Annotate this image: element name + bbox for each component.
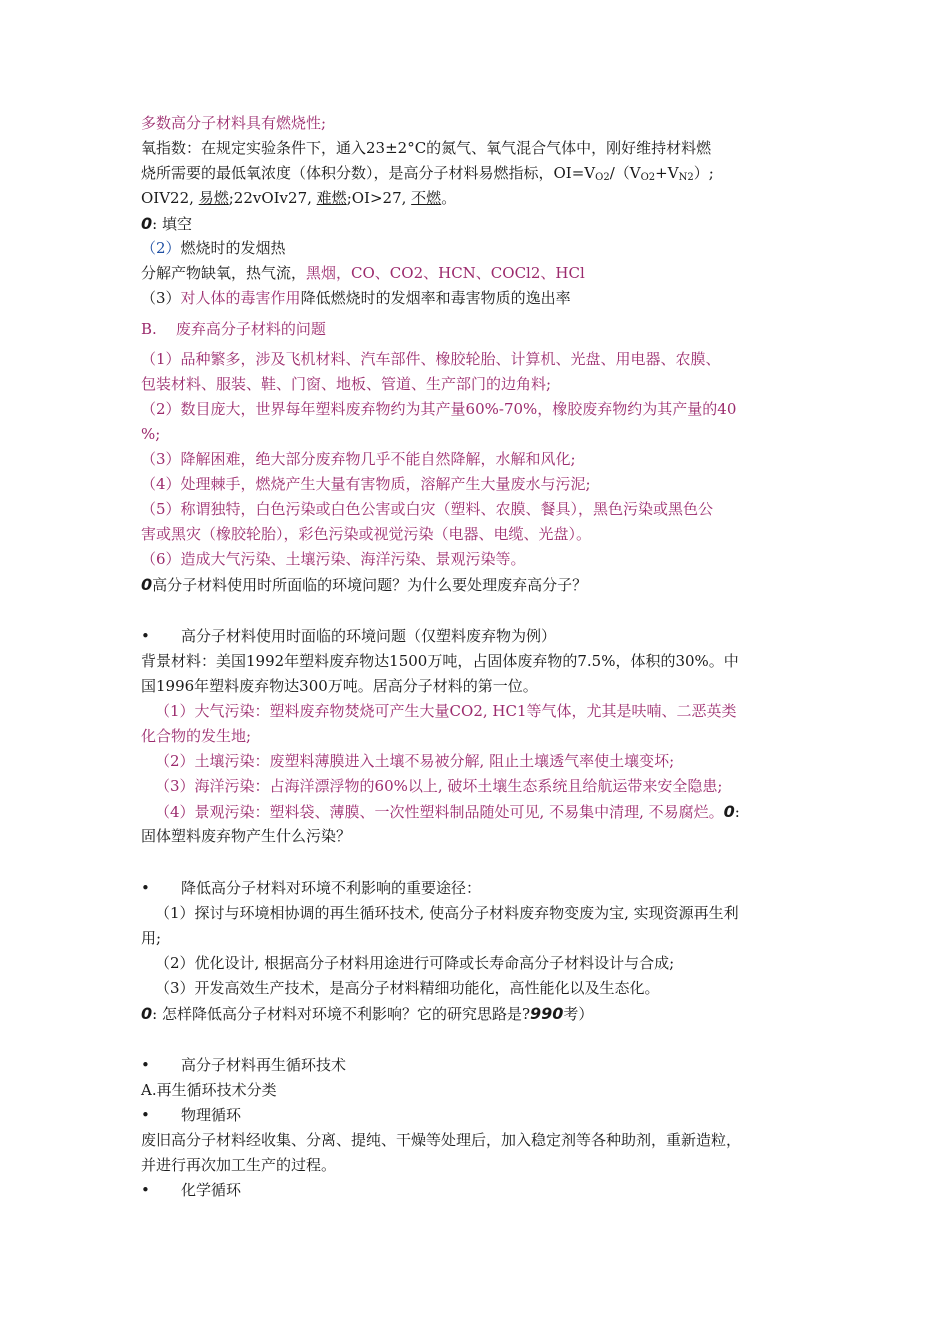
text: 背景材料：美国1992年塑料废弃物达1500万吨，占固体废弃物的7.5%，体积的30%。中	[141, 652, 739, 670]
oxygen-index-formula	[141, 161, 813, 186]
list-item: （2）优化设计, 根据高分子材料用途进行可降或长寿命高分子材料设计与合成;	[155, 954, 675, 972]
list-item: （2）数目庞大，世界每年塑料废弃物约为其产量60%-70%，橡胶废弃物约为其产量的40	[141, 400, 737, 418]
bullet-icon: •	[141, 1106, 150, 1124]
text: +V	[655, 164, 679, 182]
section-heading	[141, 317, 813, 342]
text: : 填空	[152, 215, 192, 233]
paragraph	[141, 1153, 813, 1178]
paragraph	[141, 649, 813, 674]
text: 高分子材料再生循环技术	[181, 1056, 347, 1074]
subscript: O2	[595, 172, 610, 183]
text: 氧指数：在规定实验条件下，通入23±2°C的氮气、氧气混合气体中，刚好维持材料燃	[141, 139, 712, 157]
question-line	[141, 211, 813, 236]
text: 分解产物缺氧，热气流，	[141, 264, 307, 282]
list-item: （4）处理棘手，燃烧产生大量有害物质，溶解产生大量废水与污泥;	[141, 475, 591, 493]
highlight-text: 对人体的毒害作用	[180, 289, 301, 307]
paragraph	[141, 111, 813, 136]
text: OIV22,	[141, 189, 194, 207]
list-item: 用;	[141, 929, 162, 947]
section-number: （2）	[141, 239, 181, 257]
question-line	[141, 572, 813, 597]
highlight-text: 黑烟，CO、CO2、HCN、COCl2、HCl	[306, 264, 585, 282]
text: 高分子材料使用时面临的环境问题（仅塑料废弃物为例）	[181, 627, 557, 645]
text: B. 废弃高分子材料的问题	[141, 320, 326, 338]
text: /（V	[609, 164, 641, 182]
list-item: （1）品种繁多，涉及飞机材料、汽车部件、橡胶轮胎、计算机、光盘、用电器、农膜、	[141, 350, 721, 368]
list-item: %;	[141, 425, 161, 443]
bullet-heading	[141, 1178, 813, 1203]
list-item: （3）海洋污染：占海洋漂浮物的60%以上, 破坏土壤生态系统且给航运带来安全隐患;	[155, 777, 723, 795]
waste-problems-list	[141, 347, 813, 572]
question-line	[141, 824, 813, 849]
question-line	[141, 1001, 813, 1026]
list-item: （4）景观污染：塑料袋、薄膜、一次性塑料制品随处可见, 不易集中清理, 不易腐烂。0:	[155, 802, 740, 821]
bullet-heading	[141, 624, 813, 649]
bullet-heading	[141, 1103, 813, 1128]
bullet-icon: •	[141, 627, 150, 645]
question-mark-glyph: 0	[141, 214, 153, 233]
bullet-heading	[141, 1053, 813, 1078]
list-item: 害或黑灾（橡胶轮胎），彩色污染或视觉污染（电器、电缆、光盘）。	[141, 525, 592, 543]
list-item: （2）土壤污染：废塑料薄膜进入土壤不易被分解, 阻止土壤透气率使土壤变坏;	[155, 752, 675, 770]
list-item: 化合物的发生地;	[141, 727, 252, 745]
text: ）;	[693, 164, 714, 182]
list-item: （1）大气污染：塑料废弃物焚烧可产生大量CO2, HC1等气体，尤其是呋喃、二恶英类	[155, 702, 737, 720]
list-item: （6）造成大气污染、土壤污染、海洋污染、景观污染等。	[141, 550, 526, 568]
subscript: O2	[640, 172, 656, 183]
text: ;OI>27,	[346, 189, 407, 207]
list-item: （3）开发高效生产技术，是高分子材料精细功能化，高性能化以及生态化。	[155, 979, 660, 997]
text: A.再生循环技术分类	[141, 1081, 277, 1099]
section-heading	[141, 236, 813, 261]
text: 化学循环	[181, 1181, 242, 1199]
paragraph	[141, 674, 813, 699]
pollution-list	[141, 699, 813, 824]
underlined-text: 难燃	[316, 189, 347, 207]
section-heading	[141, 286, 813, 311]
underlined-text: 不燃	[411, 189, 442, 207]
text: 降低高分子材料对环境不利影响的重要途径：	[181, 879, 482, 897]
list-item: （1）探讨与环境相协调的再生循环技术, 使高分子材料废弃物变废为宝, 实现资源再生利	[155, 904, 739, 922]
question-mark-glyph: 0	[141, 1004, 153, 1023]
list-item: （5）称谓独特，白色污染或白色公害或白灾（塑料、农膜、餐具），黑色污染或黑色公	[141, 500, 714, 518]
subheading	[141, 1078, 813, 1103]
underlined-text: 易燃	[198, 189, 229, 207]
text: ;22vOIv27,	[228, 189, 312, 207]
document-body	[141, 111, 813, 1203]
paragraph	[141, 261, 813, 286]
oxygen-index-ranges	[141, 186, 813, 211]
text: : 怎样降低高分子材料对环境不利影响？它的研究思路是?	[152, 1005, 531, 1023]
bullet-icon: •	[141, 879, 150, 897]
text: 并进行再次加工生产的过程。	[141, 1156, 337, 1174]
text: 。	[441, 189, 457, 207]
question-mark-glyph: 0	[141, 575, 153, 594]
text: 烧所需要的最低氧浓度（体积分数），是高分子材料易燃指标，OI=V	[141, 164, 596, 182]
bullet-icon: •	[141, 1056, 150, 1074]
text: 固体塑料废弃物产生什么污染？	[141, 827, 352, 845]
text: 考）	[563, 1005, 594, 1023]
text: 多数高分子材料具有燃烧性;	[141, 114, 327, 132]
oxygen-index-paragraph	[141, 136, 813, 161]
bullet-heading	[141, 876, 813, 901]
text: 降低燃烧时的发烟率和毒害物质的逸出率	[300, 289, 571, 307]
list-item: （3）降解困难，绝大部分废弃物几乎不能自然降解，水解和风化;	[141, 450, 576, 468]
paragraph	[141, 1128, 813, 1153]
text: 燃烧时的发烟热	[180, 239, 286, 257]
question-mark-glyph: 990	[530, 1004, 564, 1023]
bullet-icon: •	[141, 1181, 150, 1199]
text: 物理循环	[181, 1106, 242, 1124]
text: 国1996年塑料废弃物达300万吨。居高分子材料的第一位。	[141, 677, 538, 695]
subscript: N2	[678, 172, 694, 183]
question-mark-glyph: 0	[723, 802, 735, 821]
section-number: （3）	[141, 289, 181, 307]
text: 高分子材料使用时所面临的环境问题？为什么要处理废弃高分子？	[152, 576, 588, 594]
text: 废旧高分子材料经收集、分离、提纯、干燥等处理后，加入稳定剂等各种助剂，重新造粒，	[141, 1131, 742, 1149]
list-item: 包装材料、服装、鞋、门窗、地板、管道、生产部门的边角料;	[141, 375, 552, 393]
